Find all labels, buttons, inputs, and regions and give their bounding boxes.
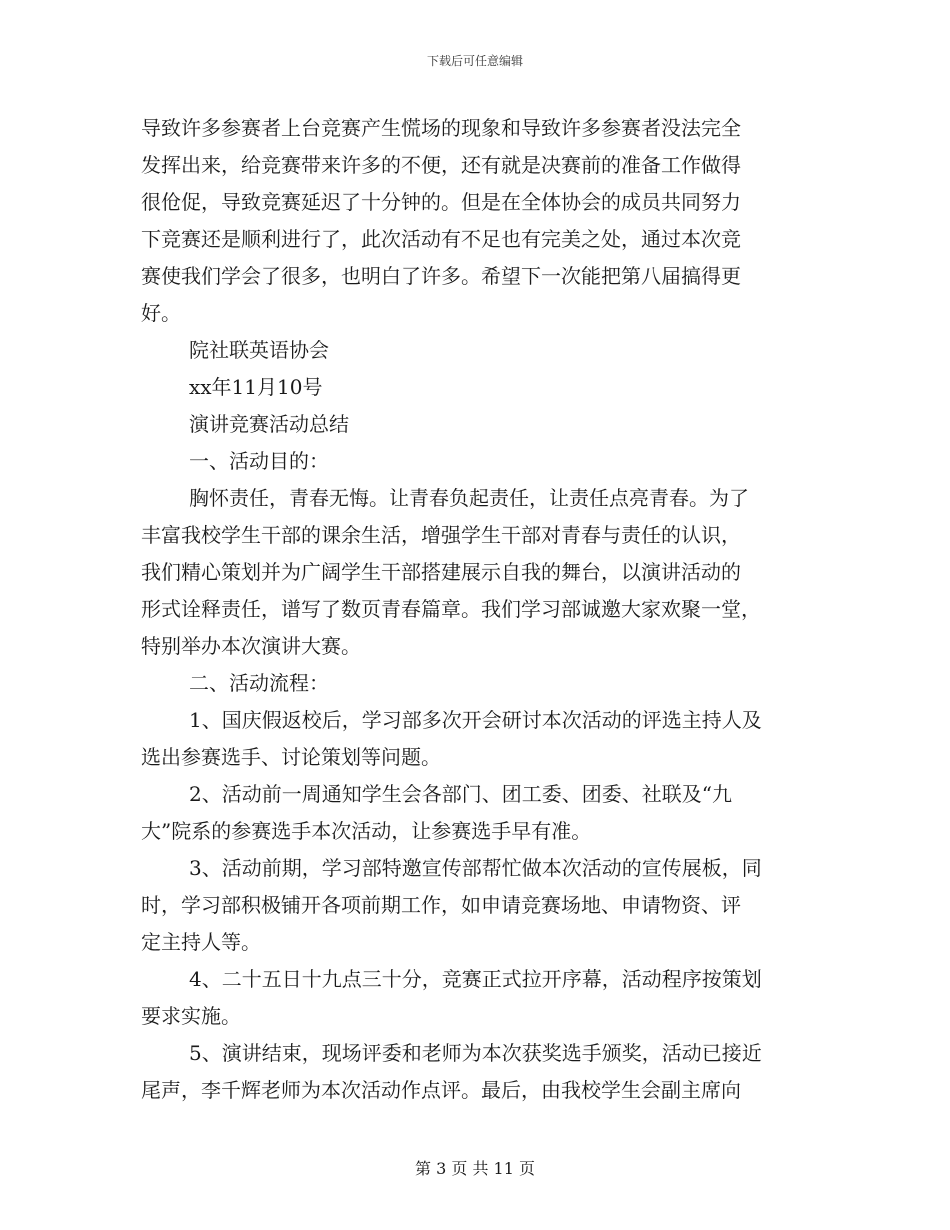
text-line: 4、二十五日十九点三十分，竞赛正式拉开序幕，活动程序按策划 [189, 967, 762, 991]
text-line: 选出参赛选手、讨论策划等问题。 [141, 745, 441, 769]
text-line: 导致许多参赛者上台竞赛产生慌场的现象和导致许多参赛者没法完全 [141, 116, 741, 140]
text-line: xx年11月10号 [189, 375, 323, 399]
text-line: 二、活动流程： [189, 671, 329, 695]
text-line: 很伧促，导致竞赛延迟了十分钟的。但是在全体协会的成员共同努力 [141, 190, 741, 214]
text-line: 胸怀责任，青春无悔。让青春负起责任，让责任点亮青春。为了 [189, 486, 749, 510]
text-line: 下竞赛还是顺利进行了，此次活动有不足也有完美之处，通过本次竞 [141, 227, 741, 251]
text-line: 一、活动目的： [189, 449, 329, 473]
text-line: 5、演讲结束，现场评委和老师为本次获奖选手颁奖，活动已接近 [189, 1041, 762, 1065]
text-line: 演讲竞赛活动总结 [189, 412, 349, 436]
text-line: 特别举办本次演讲大赛。 [141, 634, 361, 658]
text-line: 时，学习部积极铺开各项前期工作，如申请竞赛场地、申请物资、评 [141, 893, 741, 917]
text-line: 丰富我校学生干部的课余生活，增强学生干部对青春与责任的认识， [141, 523, 741, 547]
text-line: 3、活动前期，学习部特邀宣传部帮忙做本次活动的宣传展板，同 [189, 856, 762, 880]
text-line: 发挥出来，给竞赛带来许多的不便，还有就是决赛前的准备工作做得 [141, 153, 741, 177]
page-footer: 第 3 页 共 11 页 [415, 1159, 535, 1178]
text-line: 1、国庆假返校后，学习部多次开会研讨本次活动的评选主持人及 [189, 708, 762, 732]
page-header: 下载后可任意编辑 [426, 54, 523, 68]
text-line: 2、活动前一周通知学生会各部门、团工委、团委、社联及“九 [189, 782, 732, 806]
text-line: 赛使我们学会了很多，也明白了许多。希望下一次能把第八届搞得更 [141, 264, 741, 288]
text-line: 尾声，李千辉老师为本次活动作点评。最后，由我校学生会副主席向 [141, 1078, 741, 1102]
document-body [141, 110, 811, 1109]
text-line: 我们精心策划并为广阔学生干部搭建展示自我的舞台，以演讲活动的 [141, 560, 741, 584]
text-line: 要求实施。 [141, 1004, 241, 1028]
text-line: 院社联英语协会 [189, 338, 329, 362]
text-line: 形式诠释责任，谱写了数页青春篇章。我们学习部诚邀大家欢聚一堂， [141, 597, 761, 621]
text-line: 好。 [141, 301, 181, 325]
text-line: 定主持人等。 [141, 930, 261, 954]
text-line: 大”院系的参赛选手本次活动，让参赛选手早有准。 [141, 819, 592, 843]
